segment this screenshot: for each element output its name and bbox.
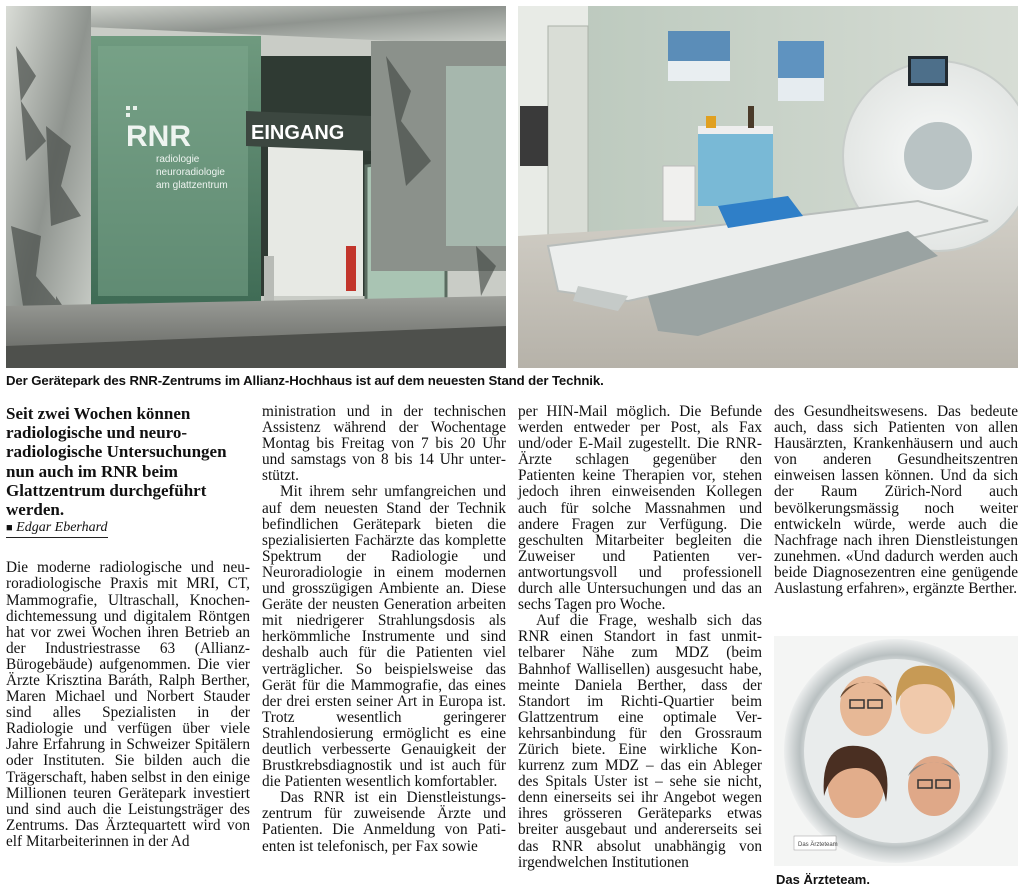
rnr-logo-text: RNR xyxy=(126,120,191,153)
team-caption: Das Ärzteteam. xyxy=(776,872,870,887)
doctor-face-1 xyxy=(840,676,892,736)
sign-line-1: radiologie xyxy=(156,154,200,165)
sign-line-3: am glattzentrum xyxy=(156,180,228,191)
fire-extinguisher-icon xyxy=(346,246,356,291)
article-column-3 xyxy=(518,404,762,871)
body-paragraph: ministration und in der technischen Assistenz während der Wochentage Montag bis Freitag von 7 bis 20 Uhr und samstags von 8 bis 14 Uhr unterstützt. xyxy=(262,403,506,485)
byline xyxy=(6,520,108,538)
body-paragraph: Auf die Frage, weshalb sich das RNR einen Standort in fast unmittelbarer Nähe zum MDZ (beim Bahnhof Wallisellen) ausgesucht habe, meinte Daniela Berther, dass der Standort im Richti-Quartier beim Glattzentrum eine optimale Verkehrsanbindung für den Grossraum Zürich biete. Eine wirkliche Konkurrenz zum MDZ – das ein Ableger des Spitals Uster ist – sehe sie nicht, denn einerseits sei ihr Angebot wegen ihres grösseren Geräteparks etwas breiter ausgebaut und andererseits sei das RNR absolut unabhängig von irgendwelchen Institutionen xyxy=(518,612,762,871)
body-paragraph: Mit ihrem sehr umfangreichen und auf dem neuesten Stand der Technik befindlichen Gerätepark bieten die spezialisierten Fachärzte das komplette Spektrum der Radiologie und Neuroradiologie in einem modernen und grosszügigen Ambiente an. Diese Geräte der neusten Generation arbeiten mit niedrigerer Strahlungsdosis als herkömmliche Instrumente und sind deshalb auch für die Patienten viel verträglicher. So beispielsweise das Gerät für die Mammografie, das eines der drei ersten seiner Art in Europa ist. Trotz wesentlich geringerer Strahlendosierung ermöglicht es eine deutlich verbesserte Genauigkeit der Brustkrebsdiagnostik und ist auch für die Patienten wesentlich komfortabler. xyxy=(262,483,506,791)
body-paragraph: per HIN-Mail möglich. Die Befunde werden entweder per Post, als Fax und/oder E-Mail zugestellt. Die RNR-Ärzte schlagen gegenüber den Patienten keine Therapien vor, stehen jedoch ihren einweisenden Kollegen auch für solche Massnahmen und andere Fragen zur Verfügung. Die geschulten Mitarbeiter begleiten die Zuweiser und Patienten verantwortungsvoll und professionell durch alle Untersuchungen und das an sechs Tagen pro Woche. xyxy=(518,403,762,614)
ct-room-illustration xyxy=(518,6,1018,368)
doctor-face-4 xyxy=(908,756,960,816)
article-lead: Seit zwei Wochen können radiologische und neuroradiologische Untersuchungen nun auch im RNR beim Glattzentrum durchgeführt werden. xyxy=(6,404,227,520)
entrance-photo xyxy=(6,6,506,368)
body-paragraph: des Gesundheitswesens. Das bedeute auch, dass sich Patienten von allen Hausärzten, Krankenhäusern und auch von anderen Gesundheitszentren einweisen lassen können. Und da sich der Raum Zürich-Nord auch bevölkerungsmässig noch weiter entwickeln würde, werde auch die Nachfrage nach ihren Dienstleistungen zunehmen. «Und dadurch werden auch beide Diagnosezentren eine genügende Auslastung erfahren», ergänzte Berther. xyxy=(774,403,1018,598)
entrance-illustration xyxy=(6,6,506,368)
eingang-label: EINGANG xyxy=(251,122,345,144)
ct-scanner-photo xyxy=(518,6,1018,368)
body-paragraph: Das RNR ist ein Dienstleistungszentrum für zuweisende Ärzte und Patienten. Die Anmeldung von Patienten ist telefonisch, per Fax sowie xyxy=(262,789,506,855)
team-illustration xyxy=(774,636,1018,866)
photo-caption: Der Gerätepark des RNR-Zentrums im Allianz-Hochhaus ist auf dem neuesten Stand der Technik. xyxy=(6,373,604,388)
byline-square-icon: ■ xyxy=(6,522,13,535)
author-name: Edgar Eberhard xyxy=(16,520,108,536)
article-column-2 xyxy=(262,404,506,855)
team-photo xyxy=(774,636,1018,866)
article-column-4 xyxy=(774,404,1018,597)
body-paragraph: Die moderne radiologische und neuroradiologische Praxis mit MRI, CT, Mammografie, Ultraschall, Knochendichtemessung und digitalem Röntgen hat vor zwei Wochen ihren Betrieb an der Industriestrasse 63 (Allianz-Bürogebäude) aufgenommen. Die vier Ärzte Krisztina Baráth, Ralph Berther, Maren Michael und Norbert Stauder sind alles Spezialisten in der Radiologie und verfügen über viele Jahre Erfahrung in Schweizer Spitälern oder Instituten. Sie bilden auch die Trägerschaft, haben selbst in den einige Millionen teuren Gerätepark investiert und sind auch die Leistungsträger des Zentrums. Das Ärztequartett wird von elf Mitarbeiterinnen in der Ad xyxy=(6,559,250,850)
team-card-label: Das Ärzteteam xyxy=(798,842,838,848)
article-column-1 xyxy=(6,404,250,850)
sign-line-2: neuroradiologie xyxy=(156,167,225,178)
